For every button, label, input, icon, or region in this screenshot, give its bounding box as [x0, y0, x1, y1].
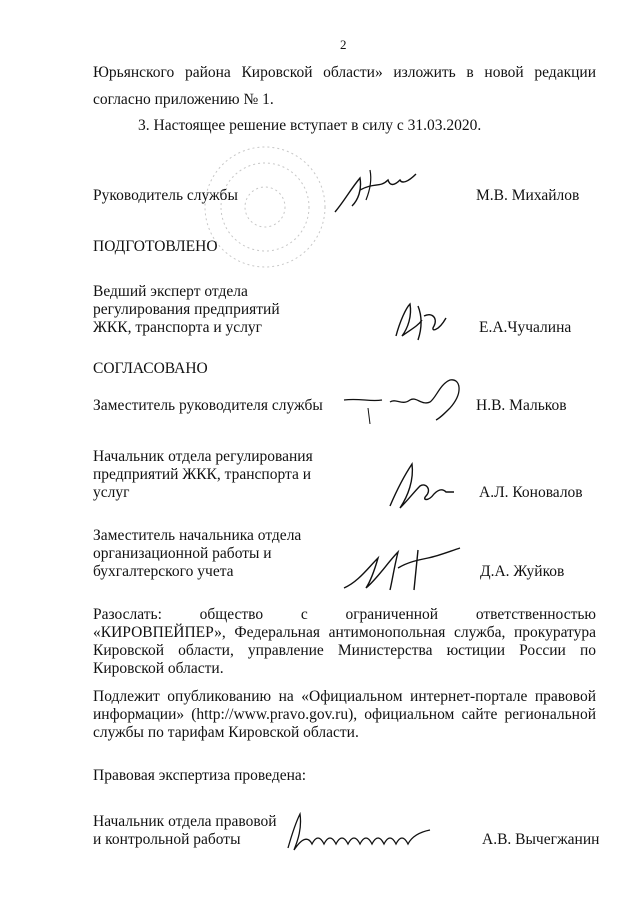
agreed-signer-2-position-line-2: предприятий ЖКК, транспорта и: [93, 466, 311, 483]
agreed-signer-2-signature: [380, 456, 460, 516]
agreed-signer-1-name: Н.В. Мальков: [476, 397, 567, 414]
agreed-signer-3-position-line-1: Заместитель начальника отдела: [93, 527, 302, 544]
agreed-signer-3-position-line-2: организационной работы и: [93, 545, 272, 562]
agreed-signer-3-signature: [338, 538, 468, 598]
agreed-heading: СОГЛАСОВАНО: [93, 360, 208, 377]
prepared-position-line-1: Ведший эксперт отдела: [93, 283, 248, 300]
prepared-position-line-2: регулирования предприятий: [93, 301, 280, 318]
continuation-line-1: Юрьянского района Кировской области» изложить в новой редакции: [93, 64, 596, 81]
agreed-signer-2-position-line-3: услуг: [93, 484, 130, 501]
agreed-signer-1-position: Заместитель руководителя службы: [93, 397, 323, 414]
head-title: Руководитель службы: [93, 187, 238, 204]
agreed-signer-2-position-line-1: Начальник отдела регулирования: [93, 448, 313, 465]
agreed-signer-1-signature: [340, 372, 470, 432]
agreed-signer-3-position-line-3: бухгалтерского учета: [93, 563, 234, 580]
page-number: 2: [340, 37, 347, 52]
legal-position-line-1: Начальник отдела правовой: [93, 813, 277, 830]
prepared-signature: [388, 296, 458, 346]
prepared-position-line-3: ЖКК, транспорта и услуг: [93, 319, 263, 336]
prepared-heading: ПОДГОТОВЛЕНО: [93, 238, 218, 255]
clause-3: 3. Настоящее решение вступает в силу с 31.03.2020.: [138, 117, 482, 134]
distribution-paragraph: Разослать: общество с ограниченной ответственностью «КИРОВПЕЙПЕР», Федеральная антимонопольная служба, прокуратура Кировской области, управление Министерства юстиции России по Кировской области.: [93, 606, 596, 677]
agreed-signer-3-name: Д.А. Жуйков: [480, 563, 565, 580]
prepared-name: Е.А.Чучалина: [479, 319, 572, 336]
official-stamp: [200, 142, 330, 277]
legal-statement: Правовая экспертиза проведена:: [93, 767, 307, 784]
continuation-line-2: согласно приложению № 1.: [93, 91, 274, 108]
legal-signature: [284, 808, 434, 858]
head-name: М.В. Михайлов: [476, 187, 580, 204]
publication-paragraph: Подлежит опубликованию на «Официальном интернет-портале правовой информации» (http://www.pravo.gov.ru), официальном сайте региональной службы по тарифам Кировской области.: [93, 688, 596, 741]
legal-position-line-2: и контрольной работы: [93, 831, 241, 848]
agreed-signer-2-name: А.Л. Коновалов: [479, 484, 583, 501]
head-signature: [330, 160, 420, 220]
legal-name: А.В. Вычегжанин: [482, 831, 600, 848]
